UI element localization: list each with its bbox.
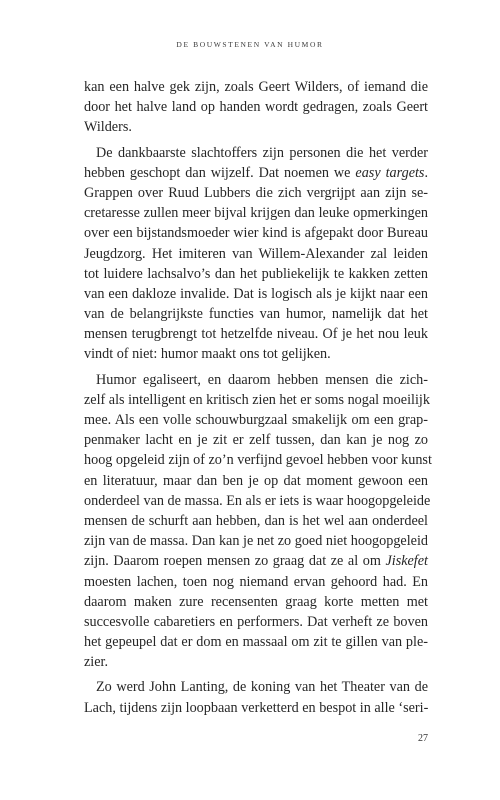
- line-text: zelf als intelligent en kritisch zien het er soms nogal moeilijk: [84, 391, 430, 408]
- line-text: mensen de schurft aan hebben, dan is het wel aan onderdeel: [84, 512, 428, 529]
- text-line: [84, 370, 428, 390]
- text-line: [84, 491, 431, 511]
- line-text: penmaker lacht en je zit er zelf tussen, dan kan je nog zo: [84, 432, 428, 449]
- line-text: zijn van de massa. Dan kan je net zo goed niet hoogopgeleid: [84, 533, 428, 550]
- line-text: Lach, tijdens zijn loopbaan verketterd en bespot in alle ‘seri-: [84, 699, 429, 716]
- line-text: .: [424, 164, 428, 181]
- line-text: kan een halve gek zijn, zoals Geert Wilders, of iemand die: [84, 79, 428, 95]
- text-line: [84, 572, 428, 592]
- text-line: [84, 511, 428, 531]
- line-text: zier.: [84, 654, 109, 671]
- text-line: [84, 183, 428, 203]
- text-line: [84, 324, 428, 344]
- text-line: [84, 531, 428, 551]
- line-text: cretaresse zullen meer bijval krijgen dan leuke opmerkingen: [84, 205, 428, 222]
- italic-text: easy targets: [355, 164, 425, 181]
- text-line: [84, 410, 428, 430]
- text-line: [84, 77, 428, 97]
- line-text: Jeugdzorg. Het imiteren van Willem-Alexander zal leiden: [84, 245, 428, 262]
- line-text: daarom maken zure recensenten graag korte metten met: [84, 593, 428, 610]
- text-line: [84, 652, 428, 672]
- line-text: tot luidere lachsalvo’s dan het publiekelijk te kakken zetten: [84, 265, 428, 282]
- text-line: [84, 284, 428, 304]
- line-text: De dankbaarste slachtoffers zijn personen die het verder: [96, 144, 428, 161]
- italic-text: Jiskefet: [385, 553, 428, 570]
- line-text: Wilders.: [84, 119, 132, 136]
- line-text: zijn. Daarom roepen mensen zo graag dat ze al om: [84, 553, 386, 570]
- text-line: [84, 117, 428, 137]
- text-line: [84, 632, 428, 652]
- line-text: hebben geschopt dan wijzelf. Dat noemen we: [84, 164, 356, 181]
- text-line: [84, 390, 428, 410]
- text-line: [84, 612, 428, 632]
- line-text: van een dakloze invalide. Dat is logisch als je kijkt naar een: [84, 285, 428, 302]
- line-text: mee. Als een volle schouwburgzaal smakelijk om een grap-: [84, 412, 428, 428]
- line-text: hoog opgeleid zijn of zo’n verfijnd gevoel hebben voor kunst: [84, 452, 432, 469]
- text-line: [84, 344, 428, 364]
- line-text: vindt of niet: humor maakt ons tot gelijken.: [84, 346, 331, 363]
- text-line: [84, 143, 428, 163]
- text-line: [84, 592, 428, 612]
- text-line: [84, 430, 428, 450]
- text-line: [84, 244, 428, 264]
- line-text: Humor egaliseert, en daarom hebben mensen die zich-: [96, 371, 428, 388]
- text-line: [84, 551, 428, 571]
- line-text: Zo werd John Lanting, de koning van het Theater van de: [96, 679, 428, 696]
- page-number: 27: [418, 733, 428, 744]
- text-line: [84, 304, 428, 324]
- text-line: [84, 203, 428, 223]
- line-text: het gepeupel dat er dom en massaal om zit te gillen van ple-: [84, 634, 428, 651]
- line-text: en literatuur, maar dan ben je op dat moment gewoon een: [84, 472, 428, 489]
- line-text: door het halve land op handen wordt gedragen, zoals Geert: [84, 99, 428, 116]
- text-line: [84, 471, 428, 491]
- body-text: [84, 77, 432, 718]
- line-text: succesvolle cabaretiers en performers. Dat verheft ze boven: [84, 613, 428, 630]
- line-text: moesten lachen, toen nog niemand ervan gehoord had. En: [84, 573, 428, 590]
- text-line: [84, 698, 428, 718]
- text-line: [84, 97, 428, 117]
- line-text: onderdeel van de massa. En als er iets is waar hoogopgeleide: [84, 492, 431, 509]
- text-line: [84, 163, 428, 183]
- line-text: van de belangrijkste functies van humor, namelijk dat het: [84, 306, 428, 323]
- text-line: [84, 264, 428, 284]
- text-line: [84, 223, 428, 243]
- line-text: over een bijstandsmoeder wier kind is afgepakt door Bureau: [84, 225, 428, 242]
- text-line: [84, 677, 428, 697]
- line-text: mensen terugbrengt tot hetzelfde niveau. Of je het nou leuk: [84, 326, 428, 343]
- running-head: DE BOUWSTENEN VAN HUMOR: [176, 40, 324, 49]
- line-text: Grappen over Ruud Lubbers die zich vergrijpt aan zijn se-: [84, 184, 428, 201]
- text-line: [84, 450, 432, 470]
